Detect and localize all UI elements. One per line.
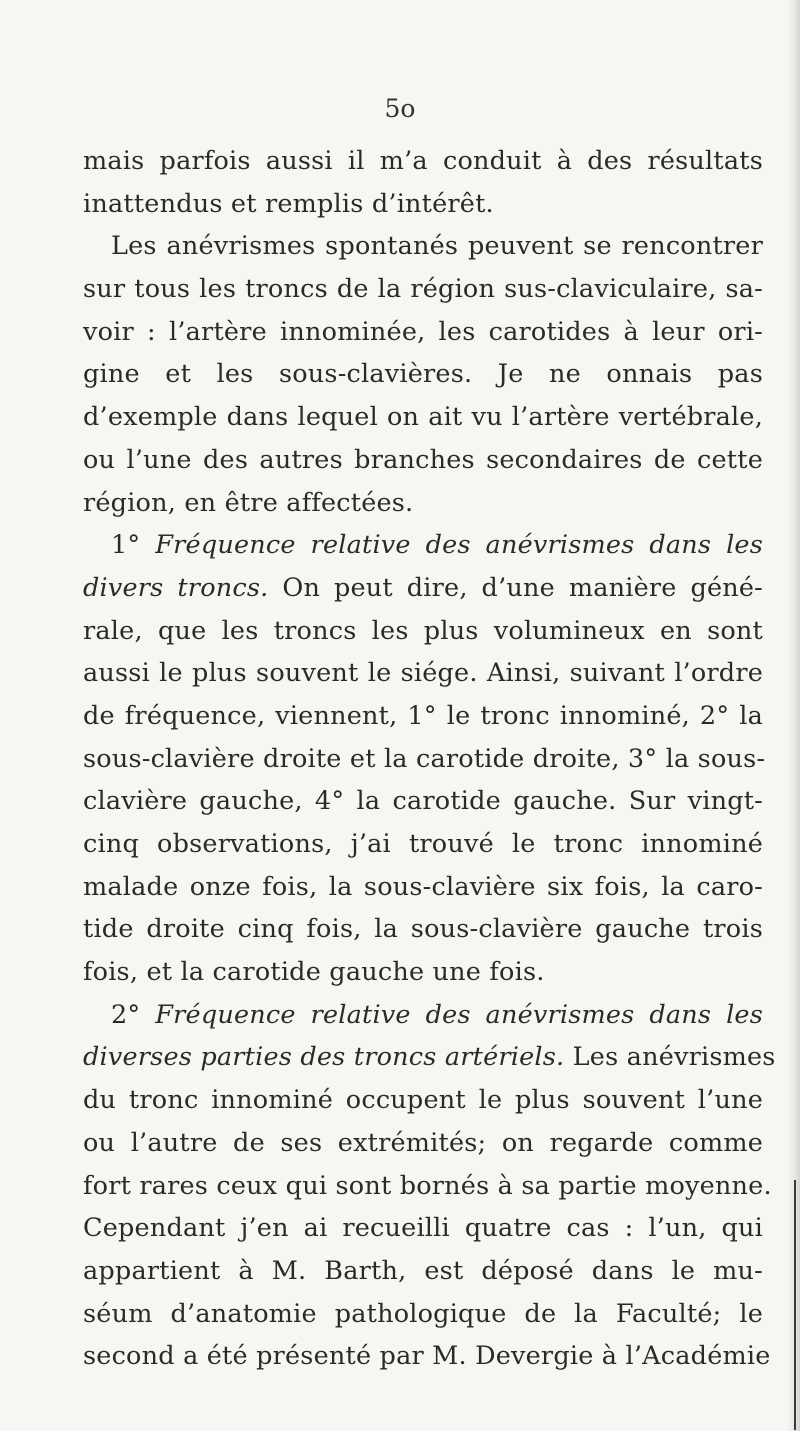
text-segment: d’exemple dans lequel on ait vu l’artère vertébrale, (83, 402, 763, 433)
text-line (83, 823, 763, 866)
text-line (83, 1250, 763, 1293)
text-segment: fort rares ceux qui sont bornés à sa partie moyenne. (83, 1170, 772, 1201)
text-line (83, 738, 766, 781)
text-segment: cinq observations, j’ai trouvé le tronc innominé (83, 829, 763, 859)
page-number: 5o (384, 94, 416, 123)
text-line (83, 695, 763, 738)
text-segment: sur tous les troncs de la région sus-claviculaire, sa- (83, 274, 763, 305)
text-segment: On peut dire, d’une manière géné- (268, 572, 763, 603)
text-line (83, 524, 763, 567)
text-segment: séum d’anatomie pathologique de la Faculté; le (83, 1298, 763, 1329)
text-segment: second a été présenté par M. Devergie à l’Académie (83, 1341, 771, 1372)
text-line (83, 311, 763, 354)
text-line (83, 652, 763, 695)
text-line (83, 908, 763, 951)
text-segment: Cependant j’en ai recueilli quatre cas : l’un, qui (83, 1213, 763, 1244)
text-segment: appartient à M. Barth, est déposé dans le mu- (83, 1255, 763, 1286)
italic-text-segment: diverses parties des troncs artériels. (83, 1042, 565, 1073)
text-line (83, 396, 763, 439)
text-segment: gine et les sous-clavières. Je ne onnais pas (83, 359, 763, 390)
text-line (83, 567, 763, 610)
text-segment: malade onze fois, la sous-clavière six fois, la caro- (83, 871, 763, 902)
text-segment: région, en être affectées. (83, 487, 414, 518)
text-line (83, 482, 763, 525)
page-edge-shadow (786, 0, 800, 1431)
italic-text-segment: Fréquence relative des anévrismes dans les (155, 530, 763, 561)
text-line (83, 1207, 763, 1250)
text-line (83, 1079, 763, 1122)
text-segment: Les anévrismes (564, 1042, 776, 1073)
text-segment: ou l’une des autres branches secondaires de cette (83, 444, 763, 475)
text-line (83, 268, 763, 311)
text-line (83, 439, 763, 482)
text-line (83, 951, 763, 994)
text-line (83, 1165, 772, 1208)
text-segment: aussi le plus souvent le siége. Ainsi, suivant l’ordre (83, 658, 763, 689)
text-line (83, 1036, 776, 1079)
text-segment: rale, que les troncs les plus volumineux en sont (83, 615, 763, 646)
text-line (83, 780, 763, 823)
text-line (83, 994, 763, 1037)
italic-text-segment: Fréquence relative des anévrismes dans les (155, 999, 763, 1030)
text-segment: du tronc innominé occupent le plus souvent l’une (83, 1085, 763, 1116)
text-segment: 2° (111, 999, 156, 1030)
text-line (83, 1293, 763, 1336)
text-segment: clavière gauche, 4° la carotide gauche. Sur vingt- (83, 786, 763, 817)
text-segment: sous-clavière droite et la carotide droite, 3° la sous- (83, 743, 766, 774)
text-line (83, 225, 763, 268)
text-segment: Les anévrismes spontanés peuvent se rencontrer (111, 231, 763, 262)
text-line (83, 1335, 771, 1378)
text-line (83, 1122, 763, 1165)
text-segment: mais parfois aussi il m’a conduit à des résultats (83, 146, 763, 176)
text-line (83, 353, 763, 396)
text-segment: voir : l’artère innominée, les carotides à leur ori- (83, 316, 763, 347)
text-segment: ou l’autre de ses extrémités; on regarde comme (83, 1127, 763, 1158)
text-line (83, 140, 763, 183)
text-segment: fois, et la carotide gauche une fois. (83, 957, 545, 988)
text-line (83, 610, 763, 653)
body-text (83, 140, 776, 1378)
page-edge-line (794, 1180, 796, 1430)
text-segment: tide droite cinq fois, la sous-clavière gauche trois (83, 914, 763, 945)
text-line (83, 183, 763, 226)
text-segment: inattendus et remplis d’intérêt. (83, 188, 494, 219)
italic-text-segment: divers troncs. (83, 572, 269, 603)
text-segment: 1° (111, 530, 156, 561)
text-line (83, 866, 763, 909)
text-segment: de fréquence, viennent, 1° le tronc innominé, 2° la (83, 700, 763, 731)
